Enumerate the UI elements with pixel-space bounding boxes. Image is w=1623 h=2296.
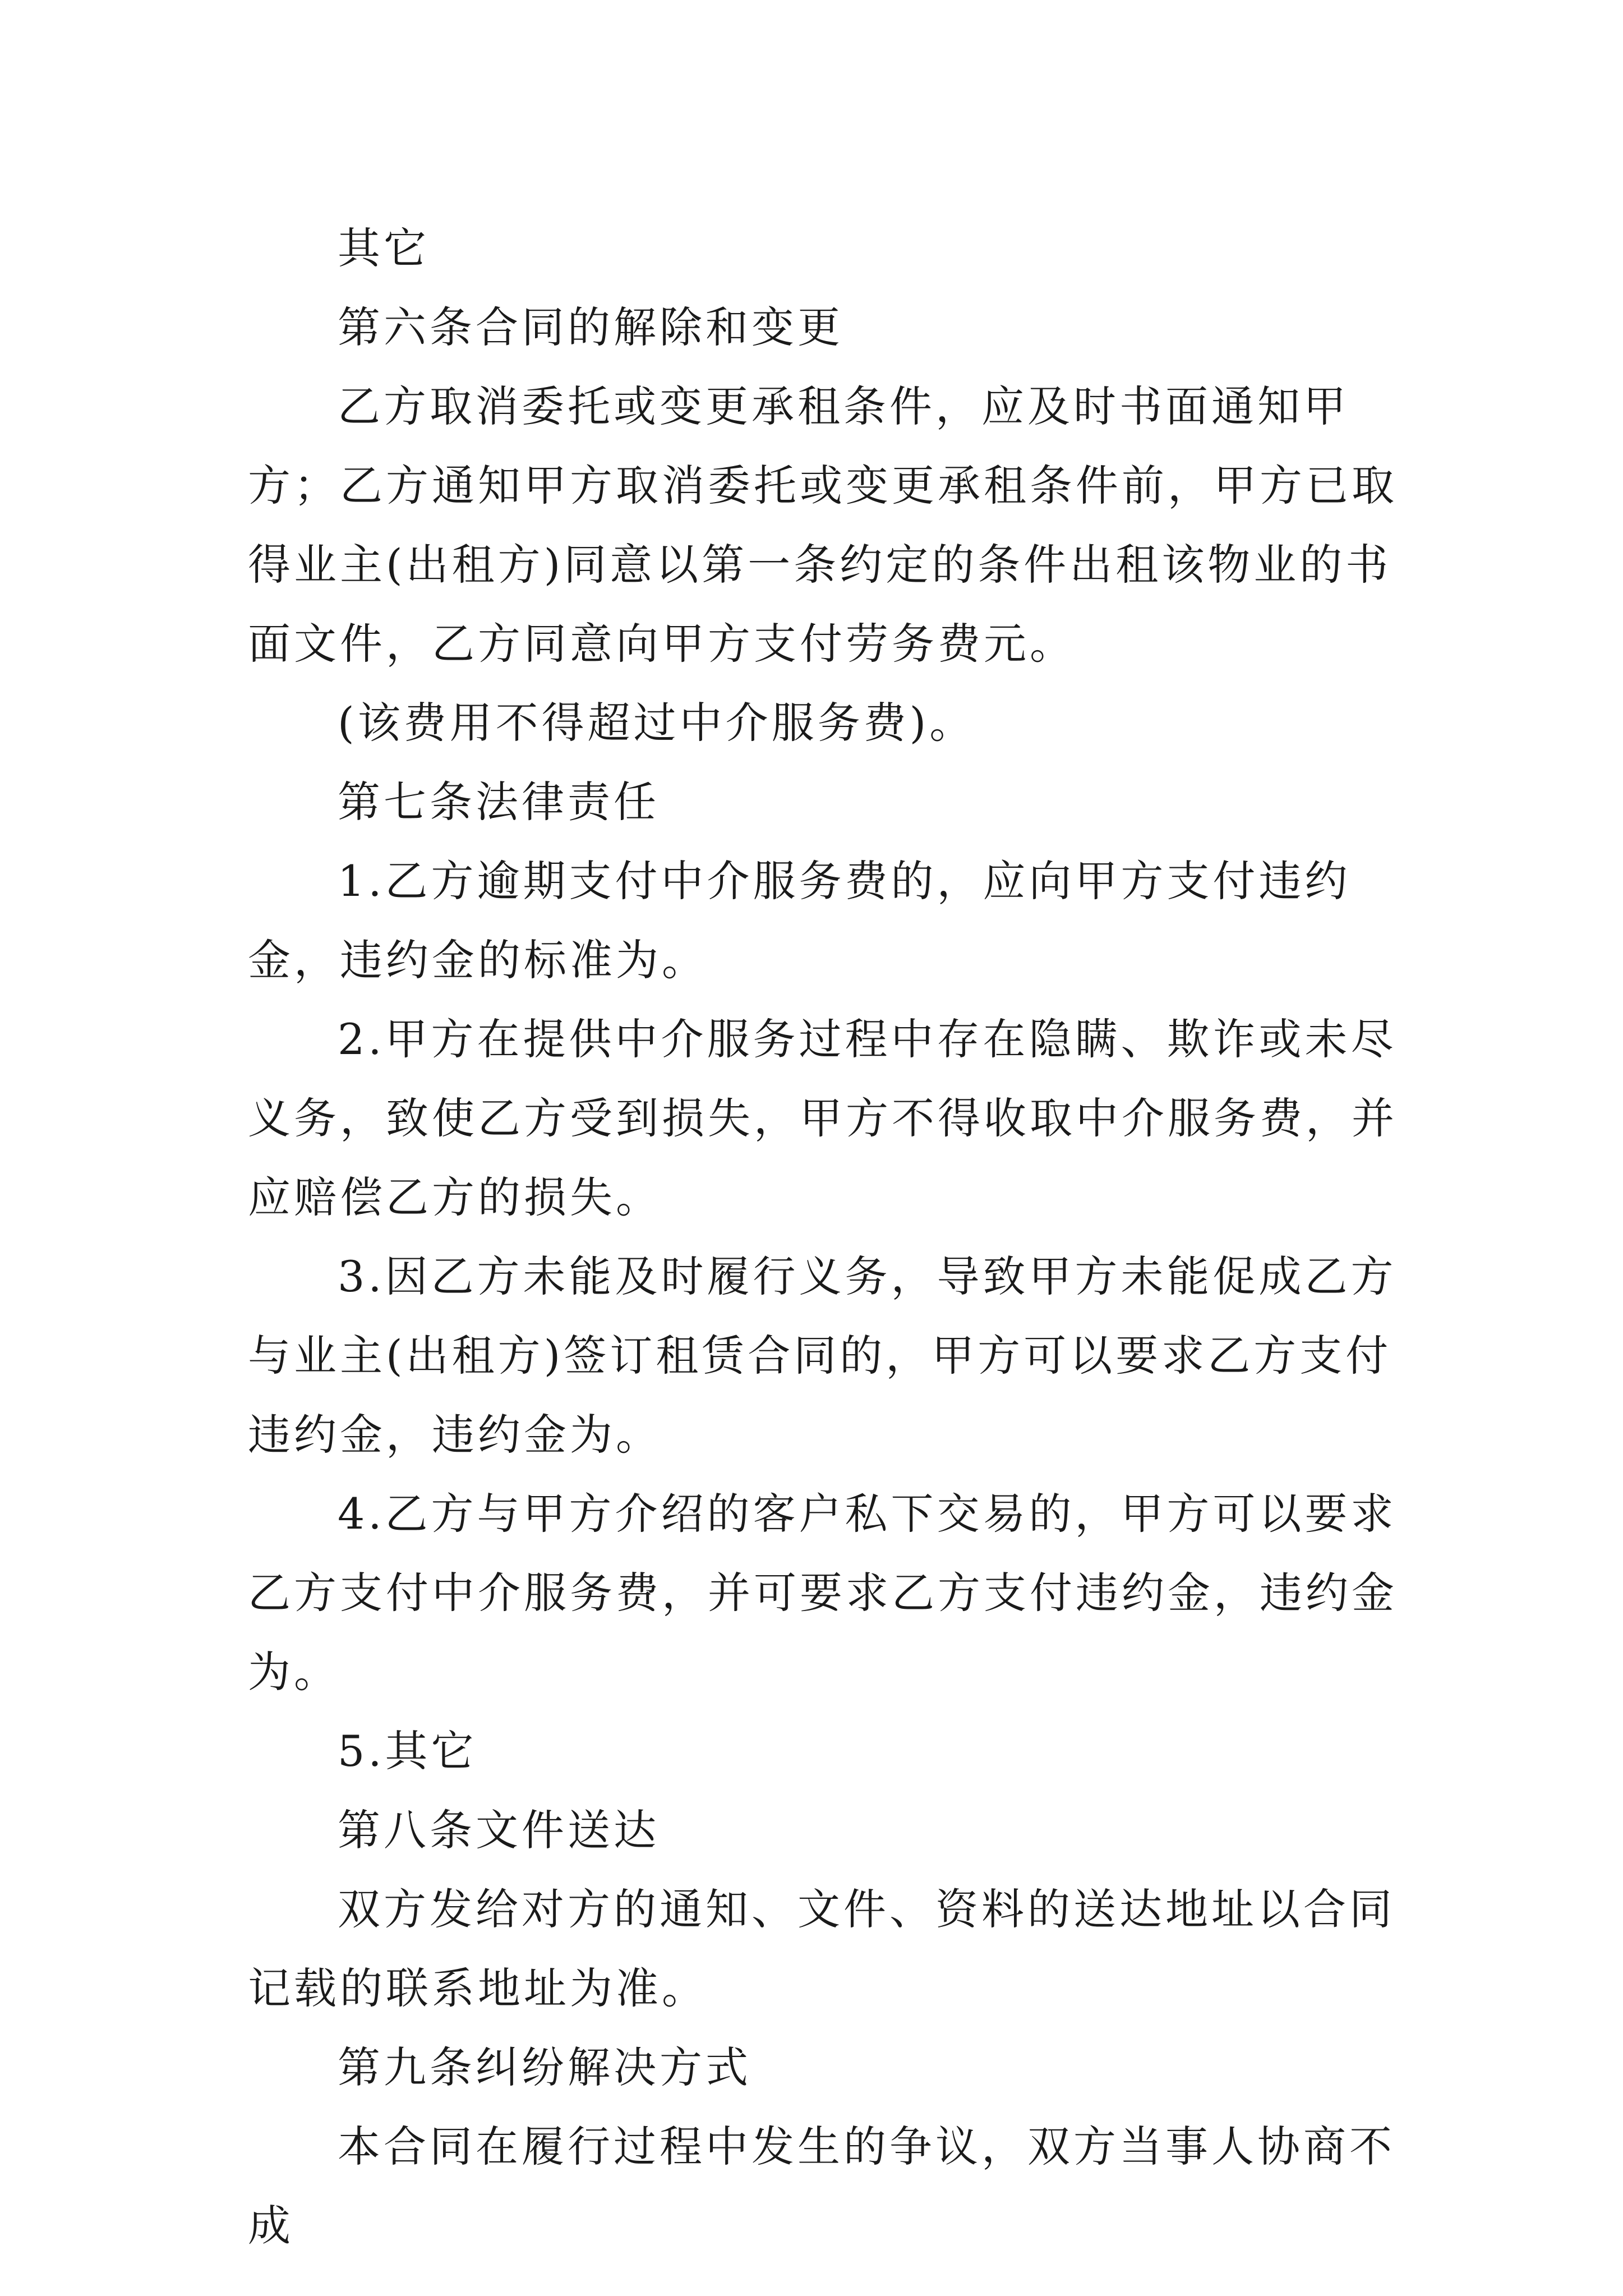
- article-9-paragraph: 本合同在履行过程中发生的争议，双方当事人协商不成: [248, 2122, 1395, 2251]
- article-8-heading: 第八条文件送达: [338, 1805, 660, 1855]
- article-7-item-3: 3.因乙方未能及时履行义务，导致甲方未能促成乙方与业主(出租方)签订租赁合同的，甲方可以要求乙方支付违约金，违约金为。: [248, 1251, 1397, 1460]
- article-7-item-5: 5.其它: [338, 1726, 477, 1776]
- article-9-heading: 第九条纠纷解决方式: [338, 2042, 751, 2092]
- article-7-heading: 第七条法律责任: [338, 777, 660, 827]
- article-7-item-2: 2.甲方在提供中介服务过程中存在隐瞒、欺诈或未尽义务，致使乙方受到损失，甲方不得收取中介服务费，并应赔偿乙方的损失。: [248, 1014, 1398, 1222]
- paragraph-other-heading: 其它: [338, 223, 430, 273]
- fee-limit-note: (该费用不得超过中介服务费)。: [338, 698, 976, 748]
- article-6-paragraph: 乙方取消委托或变更承租条件，应及时书面通知甲方；乙方通知甲方取消委托或变更承租条件前，甲方已取得业主(出租方)同意以第一条约定的条件出租该物业的书面文件，乙方同意向甲方支付劳务费元。: [248, 381, 1398, 669]
- article-7-item-4: 4.乙方与甲方介绍的客户私下交易的，甲方可以要求乙方支付中介服务费，并可要求乙方支付违约金，违约金为。: [248, 1489, 1398, 1697]
- document-body: [248, 209, 1398, 2265]
- article-8-paragraph: 双方发给对方的通知、文件、资料的送达地址以合同记载的联系地址为准。: [248, 1884, 1395, 2013]
- article-6-heading: 第六条合同的解除和变更: [338, 302, 843, 352]
- article-7-item-1: 1.乙方逾期支付中介服务费的，应向甲方支付违约金，违约金的标准为。: [248, 856, 1351, 985]
